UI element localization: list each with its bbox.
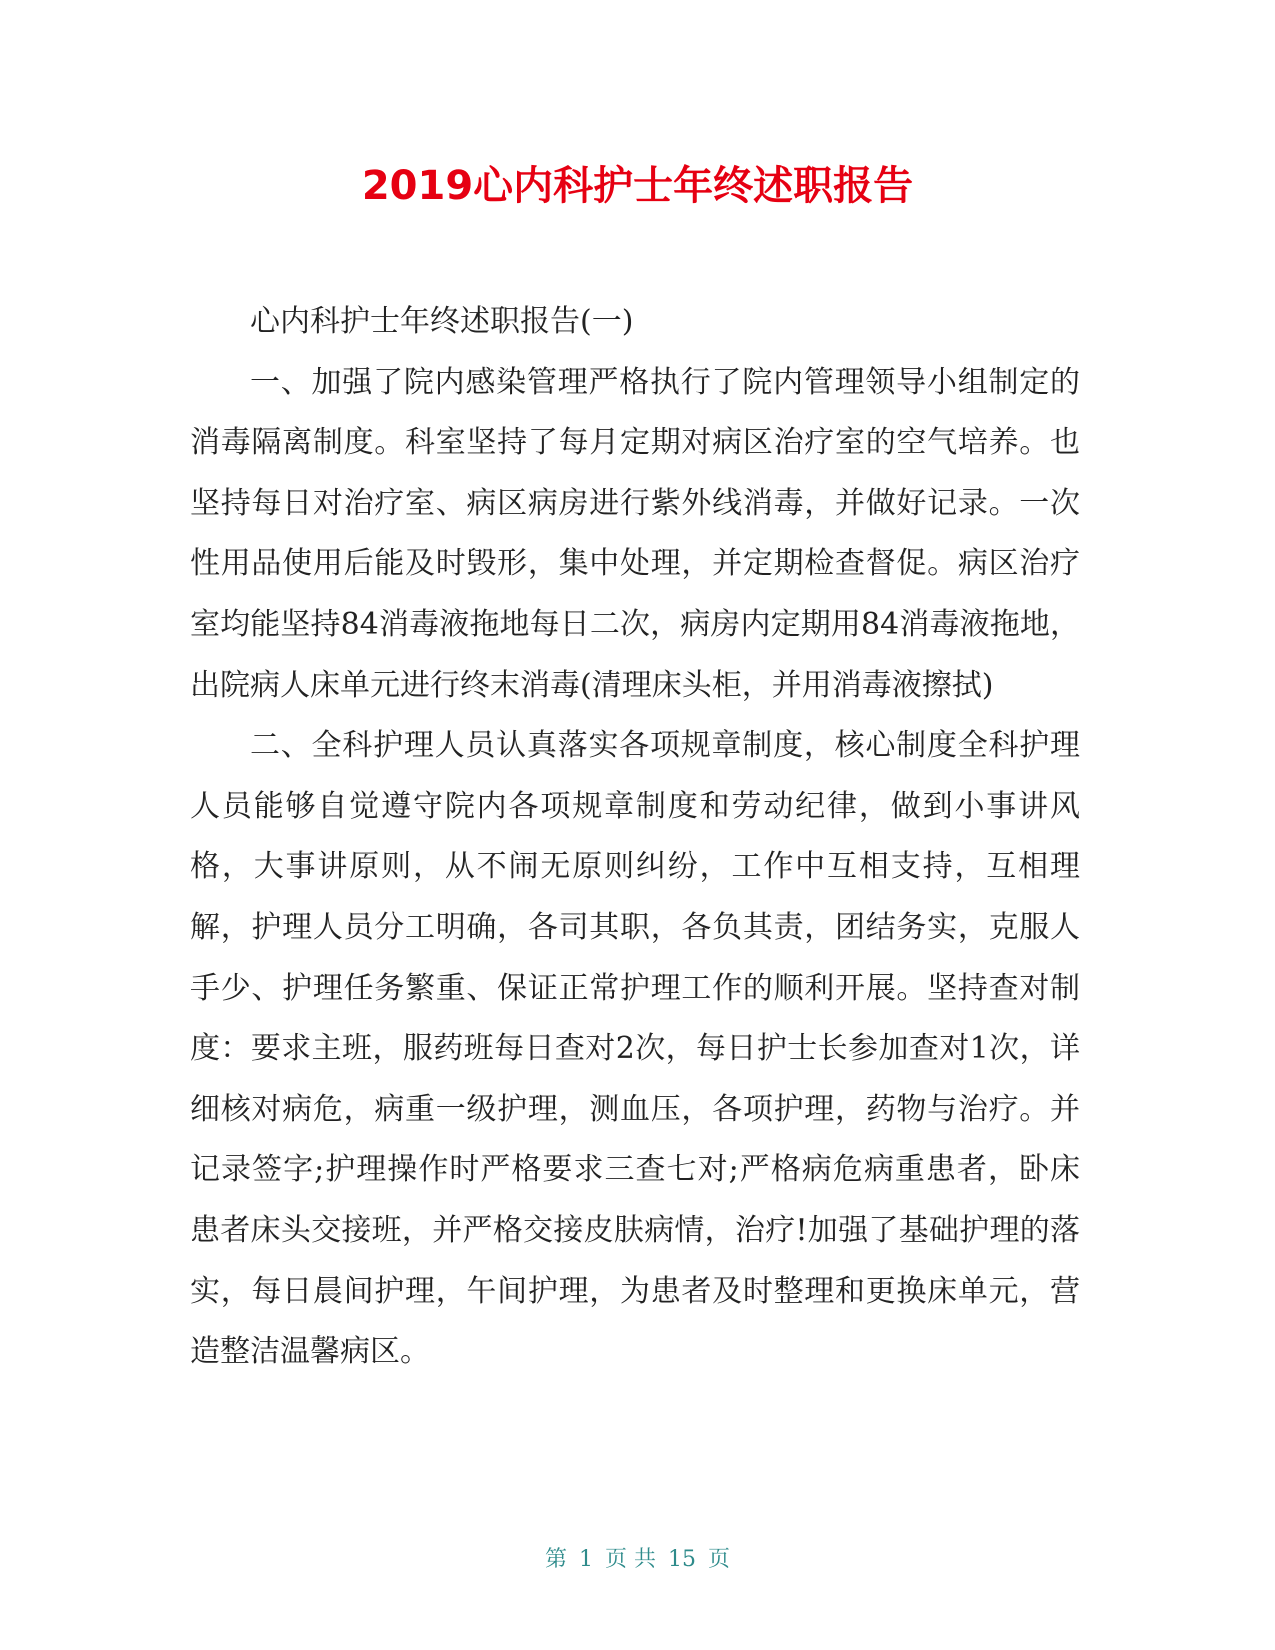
footer-page-number: 1	[579, 1547, 593, 1572]
document-body	[190, 292, 1080, 1383]
footer-prefix: 第	[544, 1547, 567, 1572]
section-heading: 心内科护士年终述职报告(一)	[250, 304, 634, 339]
page-footer	[0, 1545, 1275, 1575]
footer-suffix: 页	[708, 1547, 731, 1572]
paragraph-regulations: 二、全科护理人员认真落实各项规章制度，核心制度全科护理人员能够自觉遵守院内各项规章制度和劳动纪律，做到小事讲风格，大事讲原则，从不闹无原则纠纷，工作中互相支持，互相理解，护理人员分工明确，各司其职，各负其责，团结务实，克服人手少、护理任务繁重、保证正常护理工作的顺利开展。坚持查对制度：要求主班，服药班每日查对2次，每日护士长参加查对1次，详细核对病危，病重一级护理，测血压，各项护理，药物与治疗。并记录签字;护理操作时严格要求三查七对;严格病危病重患者，卧床患者床头交接班，并严格交接皮肤病情，治疗!加强了基础护理的落实，每日晨间护理，午间护理，为患者及时整理和更换床单元，营造整洁温馨病区。	[190, 728, 1080, 1370]
paragraph-infection-control: 一、加强了院内感染管理严格执行了院内管理领导小组制定的消毒隔离制度。科室坚持了每月定期对病区治疗室的空气培养。也坚持每日对治疗室、病区病房进行紫外线消毒，并做好记录。一次性用品使用后能及时毁形，集中处理，并定期检查督促。病区治疗室均能坚持84消毒液拖地每日二次，病房内定期用84消毒液拖地，出院病人床单元进行终末消毒(清理床头柜，并用消毒液擦拭)	[190, 364, 1080, 703]
footer-total-pages: 15	[668, 1547, 696, 1572]
footer-middle: 页 共	[605, 1547, 656, 1572]
document-title: 2019心内科护士年终述职报告	[361, 163, 914, 209]
